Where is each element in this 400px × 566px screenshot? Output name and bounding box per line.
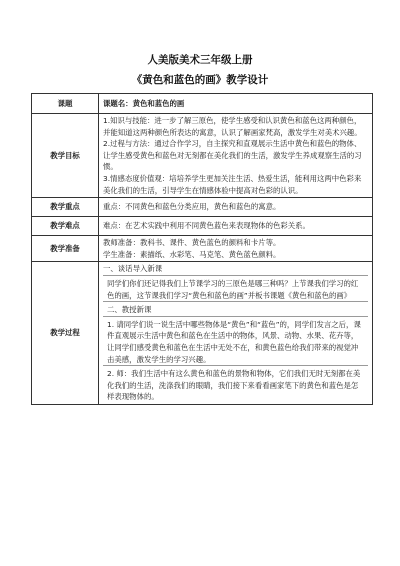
section1-text: 同学们你们还记得我们上节课学习的三原色是哪三种吗？上节课我们学习的红色的画，这节课我们学习“黄色和蓝色的画”并板书课题《黄色和蓝色的画》	[103, 275, 368, 301]
table-row-difficulties	[32, 217, 373, 236]
difficulties-value: 难点：在艺术实践中利用不同黄色蓝色来表现物体的色彩关系。	[99, 217, 373, 236]
section2-paragraph: 2. 师：我们生活中有这么黄色和蓝色的景物和物体，它们我们无时无刻都在美化我们的生活，洗涤我们的眼睛，我们接下来看看画家笔下的黄色和蓝色是怎样表现物体的。	[103, 365, 368, 403]
label-key-points: 教学重点	[32, 198, 99, 217]
table-row-goals	[32, 114, 373, 198]
document-subtitle: 《黄色和蓝色的画》教学设计	[131, 74, 269, 86]
topic-value: 课题名：黄色和蓝色的画	[99, 94, 373, 114]
student-preparation: 学生准备：素描纸、水彩笔、马克笔、黄色蓝色颜料。	[103, 249, 281, 259]
lesson-plan-table	[31, 93, 373, 405]
preparation-content	[99, 236, 373, 262]
document-title: 人美版美术三年级上册	[147, 54, 253, 66]
goals-content	[99, 114, 373, 198]
table-row-preparation	[32, 236, 373, 262]
section2-paragraph: 1. 请同学们说一说生活中哪些物体是“黄色”和“蓝色”的，同学们发言之后，课件直观展示生活中黄色和蓝色在生活中的物体，风景、动物、水果、花卉等，让同学们感受黄色和蓝色在生活中无处不在，和黄色蓝色给我们带来的视觉冲击美感，激发学生的学习兴趣。	[103, 316, 368, 365]
label-difficulties: 教学难点	[32, 217, 99, 236]
table-row-topic	[32, 94, 373, 114]
teacher-preparation: 教师准备：教科书、课件、黄色蓝色的颜料和卡片等。	[103, 238, 281, 248]
label-process: 教学过程	[32, 262, 99, 405]
label-topic: 课题	[32, 94, 99, 114]
table-row-key-points	[32, 198, 373, 217]
section-heading: 二、教授新课	[103, 301, 368, 316]
goal-item: 2.过程与方法：通过合作学习，自主探究和直观展示生活中黄色和蓝色的物体、让学生感受黄色和蓝色对无刻都在美化我们的生活，激发学生养成观察生活的习惯。	[103, 139, 362, 172]
label-goals: 教学目标	[32, 114, 99, 198]
goal-item: 3.情感态度价值观：培培养学生更加关注生活、热爱生活，能利用这两中色彩来美化我们的生活，引导学生在情感体验中提高对色彩的认识。	[103, 173, 362, 195]
key-points-value: 重点：不同黄色和蓝色分类应用，黄色和蓝色的寓意。	[99, 198, 373, 217]
section-heading: 一、谈话导入新课	[103, 264, 163, 274]
label-preparation: 教学准备	[32, 236, 99, 262]
table-row-process	[32, 262, 373, 405]
goal-item: 1.知识与技能：进一步了解三原色，使学生感受和认识黄色和蓝色这两种颜色，并能知道这两种颜色所表达的寓意，认识了解画家梵高，激发学生对美术兴趣。	[103, 116, 362, 137]
process-content	[99, 262, 373, 405]
